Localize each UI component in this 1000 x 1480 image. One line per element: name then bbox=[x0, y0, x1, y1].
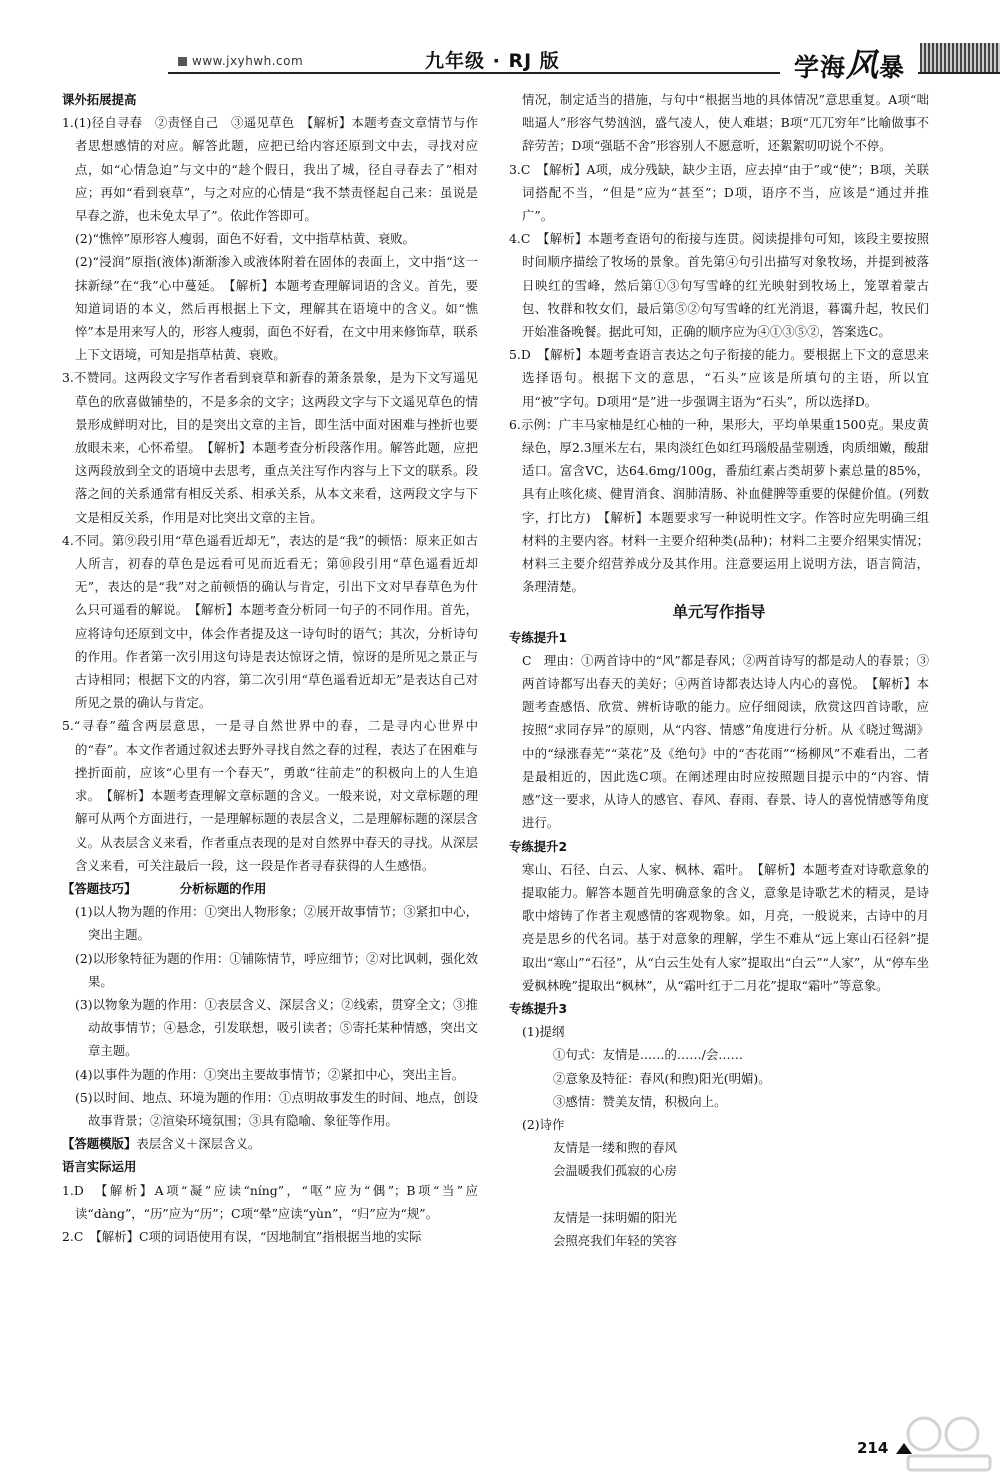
page-number: 214 bbox=[857, 1439, 889, 1457]
outline-item-3: ③感情：赞美友情，积极向上。 bbox=[553, 1093, 727, 1109]
brand-logo bbox=[794, 40, 905, 86]
tip-item-3: (3)以物象为题的作用：①表层含义、深层含义；②线索，贯穿全文；③推动故事情节；④悬念，引发联想，吸引读者；⑤寄托某种情感，突出文章主题。 bbox=[75, 996, 478, 1059]
tip-item-2: (2)以形象特征为题的作用：①铺陈情节，呼应细节；②对比讽刺，强化效果。 bbox=[75, 950, 478, 989]
tip-item-1: (1)以人物为题的作用：①突出人物形象；②展开故事情节；③紧扣中心，突出主题。 bbox=[75, 904, 478, 943]
right-column bbox=[509, 88, 929, 1252]
tip-label: 【答题技巧】 bbox=[62, 880, 131, 896]
language-answer-1: 1.D 【解析】A项“凝”应读“níng”，“呕”应为“偶”；B项“当”应读“dàng”，“历”应为“历”；C项“晕”应读“yùn”，“归”应为“规”。 bbox=[62, 1182, 478, 1221]
outline-label: (1)提纲 bbox=[522, 1024, 565, 1040]
outline-item-1: ①句式：友情是……的……/会…… bbox=[553, 1047, 744, 1063]
tip-title: 分析标题的作用 bbox=[179, 880, 267, 896]
brand-part-b: 暴 bbox=[879, 53, 906, 82]
watermark-logo-icon bbox=[900, 1412, 996, 1476]
answer-5: 5.“寻春”蕴含两层意思，一是寻自然世界中的春，二是寻内心世界中的“春”。本文作者通过叙述去野外寻找自然之春的过程，表达了在困难与挫折面前，应该“心里有一个春天”，勇敢“往前走”的积极向上的人生追求。 【解析】本题考查理解文章标题的含义。一般来说，对文章标题的理解可从两个方面进行，一是理解标题的表层含义，二是理解标题的深层含义。从表层含义来看，作者重点表现的是对自然界中春天的寻找。从深层含义来看，可关注最后一段，这一段是作者寻春获得的人生感悟。 bbox=[62, 718, 478, 873]
poem-line-3: 友情是一抹明媚的阳光 bbox=[553, 1209, 677, 1225]
language-answer-3: 3.C 【解析】A项，成分残缺，缺少主语，应去掉“由于”或“使”；B项，关联词搭配不当，“但是”应为“甚至”；D项，语序不当，应该是“通过并推广”。 bbox=[509, 161, 929, 224]
model-text: 表层含义＋深层含义。 bbox=[136, 1136, 261, 1152]
section-heading: 课外拓展提高 bbox=[62, 92, 137, 107]
section-heading-language: 语言实际运用 bbox=[62, 1159, 137, 1175]
square-bullet-icon bbox=[178, 57, 187, 66]
language-answer-4: 4.C 【解析】本题考查语句的衔接与连贯。阅读提排句可知，该段主要按照时间顺序描绘了牧场的景象。首先第④句引出描写对象牧场，并提到被落日映红的雪峰，然后第①③句写雪峰的红光映射到牧场上，笼罩着蒙古包、牧群和牧女们，最后第⑤②句写雪峰的红光消退，暮霭升起，牧民们开始准备晚餐。据此可知，正确的顺序应为④①③⑤②，答案选C。 bbox=[509, 231, 929, 340]
poem-line-2: 会温暖我们孤寂的心房 bbox=[553, 1163, 677, 1179]
model-label: 【答题模版】 bbox=[62, 1136, 137, 1152]
outline-item-2: ②意象及特征：春风(和煦)阳光(明媚)。 bbox=[553, 1070, 771, 1086]
practice-3-heading: 专练提升3 bbox=[509, 1000, 568, 1016]
language-answer-6: 6.示例：广丰马家柚是红心柚的一种，果形大，平均单果重1500克。果皮黄绿色，厚2.3厘米左右，果肉淡红色如红玛瑙般晶莹剔透，肉质细嫩，酸甜适口。富含VC，达64.6mg/100g，番茄红素占类胡萝卜素总量的85%，具有止咳化痰、健胃消食、润肺清肠、补血健脾等重要的保健价值。(列数字，打比方) 【解析】本题要求写一种说明性文字。作答时应先明确三组材料的主要内容。材料一主要介绍种类(品种)；材料二主要介绍果实情况；材料三主要介绍营养成分及其作用。注意要运用上说明方法，语言简洁，条理清楚。 bbox=[509, 416, 929, 595]
grade-edition: 九年级 · RJ 版 bbox=[425, 50, 560, 72]
header-rule bbox=[168, 72, 780, 74]
language-answer-5: 5.D 【解析】本题考查语言表达之句子衔接的能力。要根据上下文的意思来选择语句。根据下文的意思，“石头”应该是所填句的主语，所以宜用“被”字句。D项用“是”进一步强调主语为“石头”，所以选择D。 bbox=[509, 347, 929, 409]
tip-heading bbox=[62, 877, 478, 900]
practice-2-answer: 寒山、石径、白云、人家、枫林、霜叶。 【解析】本题考查对诗歌意象的提取能力。解答本题首先明确意象的含义，意象是诗歌艺术的精灵，是诗歌中熔铸了作者主观感情的客观物象。如，月亮，一般说来，古诗中的月亮是思乡的代名词。基于对意象的理解，学生不难从“远上寒山石径斜”提取出“寒山”“石径”，从“白云生处有人家”提取出“白云”“人家”，从“停车坐爱枫林晚”提取出“枫林”，从“霜叶红于二月花”提取“霜叶”等意象。 bbox=[522, 861, 929, 993]
tip-item-4: (4)以事件为题的作用：①突出主要故事情节；②紧扣中心，突出主旨。 bbox=[75, 1066, 465, 1082]
answer-model bbox=[62, 1132, 478, 1155]
answer-1-2: (2)“憔悴”原形容人瘦弱，面色不好看，文中指草枯黄、衰败。 bbox=[75, 231, 415, 247]
unit-writing-title: 单元写作指导 bbox=[672, 603, 766, 622]
poem-line-4: 会照亮我们年轻的笑容 bbox=[553, 1232, 677, 1248]
brand-stripe-decoration bbox=[920, 43, 1000, 73]
stanza-gap bbox=[509, 1183, 929, 1206]
answer-1-1: 1.(1)径自寻春 ②责怪自己 ③遥见草色 【解析】本题考查文章情节与作者思想感情的对应。解答此题，应把已给内容还原到文中去，寻找对应点，如“心情急迫”与文中的“趁个假日，我出了城，径自寻春去了”相对应；再如“看到衰草”，与之对应的心情是“我不禁责怪起自己来：虽说是早春之游，也未免太早了”。依此作答即可。 bbox=[62, 115, 478, 224]
page-header bbox=[0, 0, 1000, 84]
site-url bbox=[178, 54, 303, 68]
practice-1-heading: 专练提升1 bbox=[509, 629, 568, 645]
site-url-text: www.jxyhwh.com bbox=[192, 54, 304, 68]
answer-3: 3.不赞同。这两段文字写作者看到衰草和新春的萧条景象，是为下文写遥见草色的欣喜做铺垫的，不是多余的文字；这两段文字与下文遥见草色的情景形成鲜明对比，目的是突出文章的主旨，即生活中面对困难与挫折也要放眼未来，心怀希望。 【解析】本题考查分析段落作用。解答此题，应把这两段放到全文的语境中去思考，重点关注写作内容与上下文的联系。段落之间的关系通常有相反关系、相承关系，从本文来看，这两段文字与下文是相反关系，作用是对比突出文章的主旨。 bbox=[62, 370, 478, 525]
language-answer-2-cont: 情况，制定适当的措施，与句中“根据当地的具体情况”意思重复。A项“咄咄逼人”形容气势汹汹，盛气凌人，使人难堪；B项“兀兀穷年”比喻做事不辞劳苦；D项“强聒不舍”形容别人不愿意听，还絮絮叨叨说个不停。 bbox=[522, 92, 929, 154]
left-column bbox=[62, 88, 478, 1248]
answer-4: 4.不同。第⑨段引用“草色遥看近却无”，表达的是“我”的顿悟：原来正如古人所言，初春的草色是远看可见而近看无；第⑩段引用“草色遥看近却无”，表达的是“我”对之前顿悟的确认与肯定，引出下文对早春草色为什么只可遥看的解说。 【解析】本题考查分析同一句子的不同作用。首先，应将诗句还原到文中，体会作者提及这一诗句时的语气；其次，分析诗句的作用。作者第一次引用这句诗是表达惊讶之情，惊讶的是所见之景正与古诗相同；根据下文的内容，第二次引用“草色遥看近却无”是表达自己对所见之景的确认与肯定。 bbox=[62, 532, 478, 711]
brand-part-a: 学海 bbox=[794, 53, 847, 82]
brand-part-feng: 风 bbox=[846, 46, 880, 84]
language-answer-2: 2.C 【解析】C项的词语使用有误，“因地制宜”指根据当地的实际 bbox=[62, 1228, 422, 1244]
poem-line-1: 友情是一缕和煦的春风 bbox=[553, 1140, 677, 1156]
practice-1-answer: C 理由：①两首诗中的“风”都是春风；②两首诗写的都是动人的春景；③两首诗都写出春天的美好；④两首诗都表达诗人内心的喜悦。 【解析】本题考查感悟、欣赏、辨析诗歌的能力。应仔细阅读，欣赏这四首诗歌，应按照“求同存异”的原则，从“内容、情感”角度进行分析。从《晓过鸳湖》中的“绿涨春芜”“菜花”及《绝句》中的“杏花雨”“杨柳风”不难看出，二者是最相近的，因此选C项。在阐述理由时应按照题目提示中的“内容、情感”这一要求，从诗人的感官、春风、春雨、春景、诗人的喜悦情感等角度进行。 bbox=[522, 652, 929, 831]
tip-item-5: (5)以时间、地点、环境为题的作用：①点明故事发生的时间、地点，创设故事背景；②渲染环境氛围；③具有隐喻、象征等作用。 bbox=[75, 1089, 478, 1128]
practice-2-heading: 专练提升2 bbox=[509, 838, 568, 854]
header-rule-right bbox=[918, 72, 1000, 74]
poem-label: (2)诗作 bbox=[522, 1116, 565, 1132]
answer-2: (2)“浸润”原指(液体)渐渐渗入或液体附着在固体的表面上，文中指“这一抹新绿”在“我”心中蔓延。 【解析】本题考查理解词语的含义。首先，要知道词语的本义，然后再根据上下文，理解其在语境中的含义。如“憔悴”本是用来写人的，形容人瘦弱，面色不好看，在文中用来修饰草，联系上下文语境，可知是指草枯黄、衰败。 bbox=[75, 254, 478, 363]
